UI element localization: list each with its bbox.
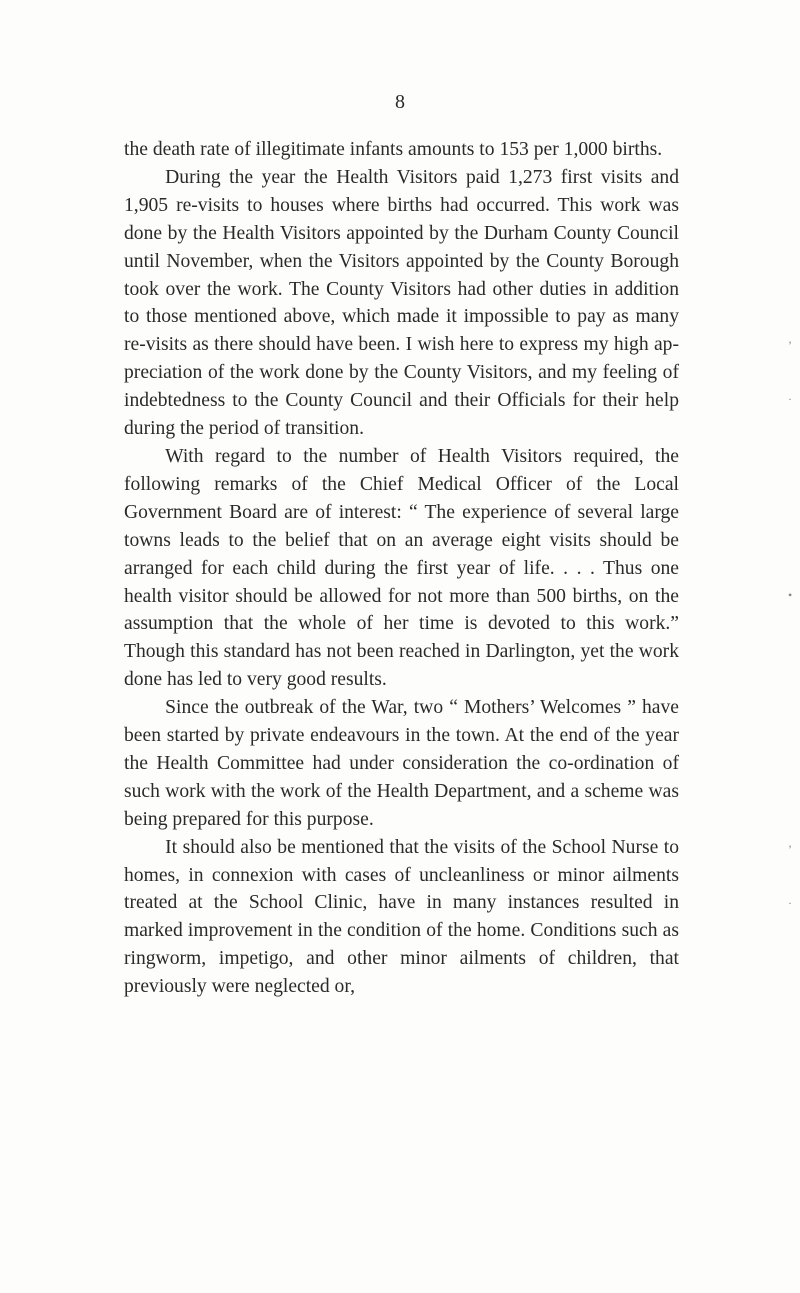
paragraph-number-of-visitors: With regard to the number of Health Visitors required, the following remarks of the Chief Medical Officer of the Local Government Board are of interest: “ The experience of several large towns leads to the belief that on an average eight visits should be arranged for each child during the first year of life. . . . Thus one health visitor should be allowed for not more than 500 births, on the assumption that the whole of her time is devoted to this work.” Though this standard has not been reached in Darlington, yet the work done has led to very good results. [124, 445, 679, 691]
edge-mark: ’ [788, 338, 792, 352]
edge-mark: · [788, 896, 792, 910]
paragraph-health-visitors: During the year the Health Visitors paid 1,273 first visits and 1,905 re-visits to houses where births had occurred. This work was done by the Health Visitors appointed by the Durham County Council until November, when the Visitors appointed by the County Borough took over the work. The County Visitors had other duties in addition to those mentioned above, which made it impossible to pay as many re-visits as there should have been. I wish here to express my high ap- preciation of the work done by the County Visitors, and my feeling of indebtedness to the County Council and their Officials for their help during the period of transition. [124, 166, 679, 440]
paragraph-school-nurse: It should also be mentioned that the visits of the School Nurse to homes, in connexion with cases of uncleanliness or minor ailments treated at the School Clinic, have in many instances resulted in marked improvement in the condition of the home. Conditions such as ringworm, impetigo, and other minor ailments of children, that previously were neglected or, [124, 836, 679, 998]
paragraph-mothers-welcomes: Since the outbreak of the War, two “ Mothers’ Welcomes ” have been started by private endeavours in the town. At the end of the year the Health Committee had under consideration the co-ordination of such work with the work of the Health Department, and a scheme was being prepared for this purpose. [124, 697, 679, 830]
edge-mark: ’ [788, 842, 792, 856]
page-number: 8 [395, 91, 405, 113]
edge-mark: • [788, 588, 793, 602]
paragraph-continuation: the death rate of illegitimate infants amounts to 153 per 1,000 births. [124, 139, 663, 160]
document-body [124, 136, 679, 1001]
edge-mark: · [788, 392, 792, 406]
